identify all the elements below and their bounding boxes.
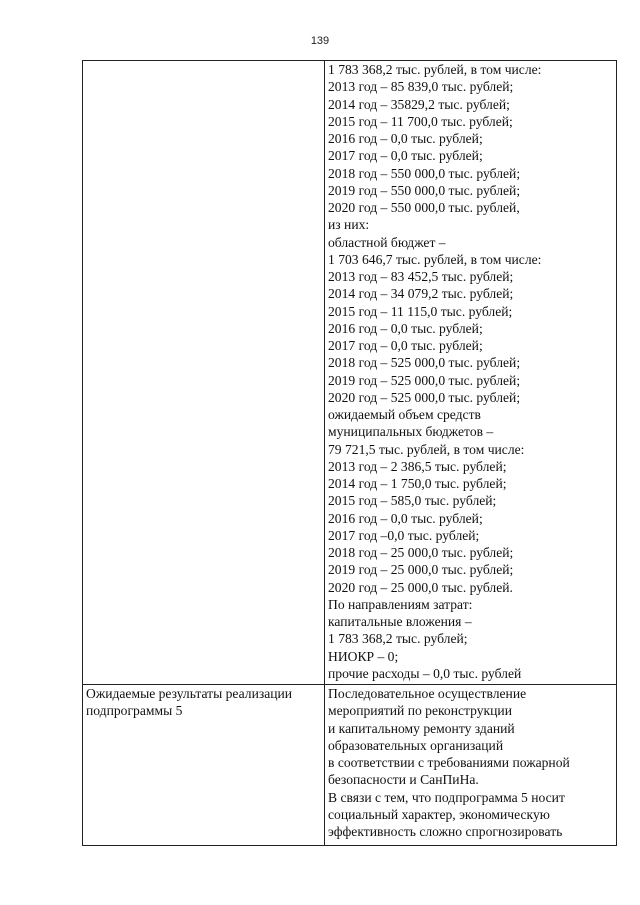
table-cell-expected-results-label (83, 685, 325, 846)
table-cell-funding-details (325, 61, 617, 685)
cell-text-line: и капитальному ремонту зданий (328, 720, 515, 736)
cell-text-line: 2013 год – 83 452,5 тыс. рублей; (328, 269, 514, 284)
cell-text-line: Ожидаемые результаты реализации (86, 686, 293, 701)
page-number: 139 (310, 35, 330, 47)
cell-text-line: 2018 год – 550 000,0 тыс. рублей; (328, 165, 521, 181)
cell-text-line: 2015 год – 11 115,0 тыс. рублей; (328, 303, 513, 319)
table-cell-expected-results-text (325, 685, 617, 846)
cell-text-line: 2017 год – 0,0 тыс. рублей; (328, 148, 483, 164)
cell-text-line: эффективность сложно спрогнозировать (328, 824, 563, 839)
cell-text-line: прочие расходы – 0,0 тыс. рублей (328, 665, 522, 681)
cell-text-line: капитальные вложения – (328, 614, 472, 629)
cell-text-line: 2020 год – 25 000,0 тыс. рублей. (328, 579, 513, 595)
table-cell-funding-label (83, 61, 325, 685)
cell-text-line: 1 783 368,2 тыс. рублей, в том числе: (328, 62, 542, 77)
cell-text-line: 2020 год – 525 000,0 тыс. рублей; (328, 389, 521, 405)
cell-text-line: 2016 год – 0,0 тыс. рублей; (328, 510, 483, 526)
cell-text-line: социальный характер, экономическую (328, 806, 550, 822)
cell-text-line: безопасности и СанПиНа. (328, 772, 479, 788)
subprogram-passport-table (82, 60, 617, 846)
cell-text-line: подпрограммы 5 (86, 703, 183, 719)
cell-text-line: В связи с тем, что подпрограмма 5 носит (328, 789, 565, 805)
cell-text-line: 2017 год – 0,0 тыс. рублей; (328, 338, 483, 353)
cell-text-line: 2019 год – 550 000,0 тыс. рублей; (328, 182, 521, 198)
cell-text-line: областной бюджет – (328, 234, 446, 250)
cell-text-line: 79 721,5 тыс. рублей, в том числе: (328, 441, 525, 457)
cell-text-line: в соответствии с требованиями пожарной (328, 755, 570, 770)
cell-text-line: 2016 год – 0,0 тыс. рублей; (328, 320, 483, 336)
cell-text-line: 2013 год – 85 839,0 тыс. рублей; (328, 79, 514, 95)
cell-text-line: 2015 год – 11 700,0 тыс. рублей; (328, 113, 513, 129)
cell-text-line: По направлениям затрат: (328, 596, 473, 612)
cell-text-line: 2017 год –0,0 тыс. рублей; (328, 527, 480, 543)
cell-text-line: 2018 год – 25 000,0 тыс. рублей; (328, 545, 514, 560)
cell-text-line: 1 783 368,2 тыс. рублей; (328, 631, 468, 647)
cell-text-line: 2014 год – 1 750,0 тыс. рублей; (328, 476, 507, 491)
cell-text-line: 2014 год – 35829,2 тыс. рублей; (328, 96, 510, 112)
cell-text-line: Последовательное осуществление (328, 686, 527, 701)
cell-text-line: 2014 год – 34 079,2 тыс. рублей; (328, 286, 514, 302)
cell-text-line: мероприятий по реконструкции (328, 703, 512, 719)
cell-text-line: 2020 год – 550 000,0 тыс. рублей, (328, 200, 520, 215)
cell-text-line: из них: (328, 217, 370, 233)
table-row-funding (83, 61, 617, 685)
cell-text-line: НИОКР – 0; (328, 648, 399, 664)
cell-text-line: 1 703 646,7 тыс. рублей, в том числе: (328, 251, 542, 267)
cell-text-line: 2019 год – 25 000,0 тыс. рублей; (328, 562, 514, 578)
cell-text-line: образовательных организаций (328, 737, 504, 753)
cell-text-line: 2018 год – 525 000,0 тыс. рублей; (328, 355, 521, 371)
table-row-expected-results (83, 685, 617, 846)
cell-text-line: 2013 год – 2 386,5 тыс. рублей; (328, 458, 507, 474)
cell-text-line: 2015 год – 585,0 тыс. рублей; (328, 493, 497, 509)
cell-text-line: 2019 год – 525 000,0 тыс. рублей; (328, 372, 521, 388)
cell-text-line: муниципальных бюджетов – (328, 424, 494, 440)
cell-text-line: ожидаемый объем средств (328, 407, 481, 422)
cell-text-line: 2016 год – 0,0 тыс. рублей; (328, 131, 483, 146)
